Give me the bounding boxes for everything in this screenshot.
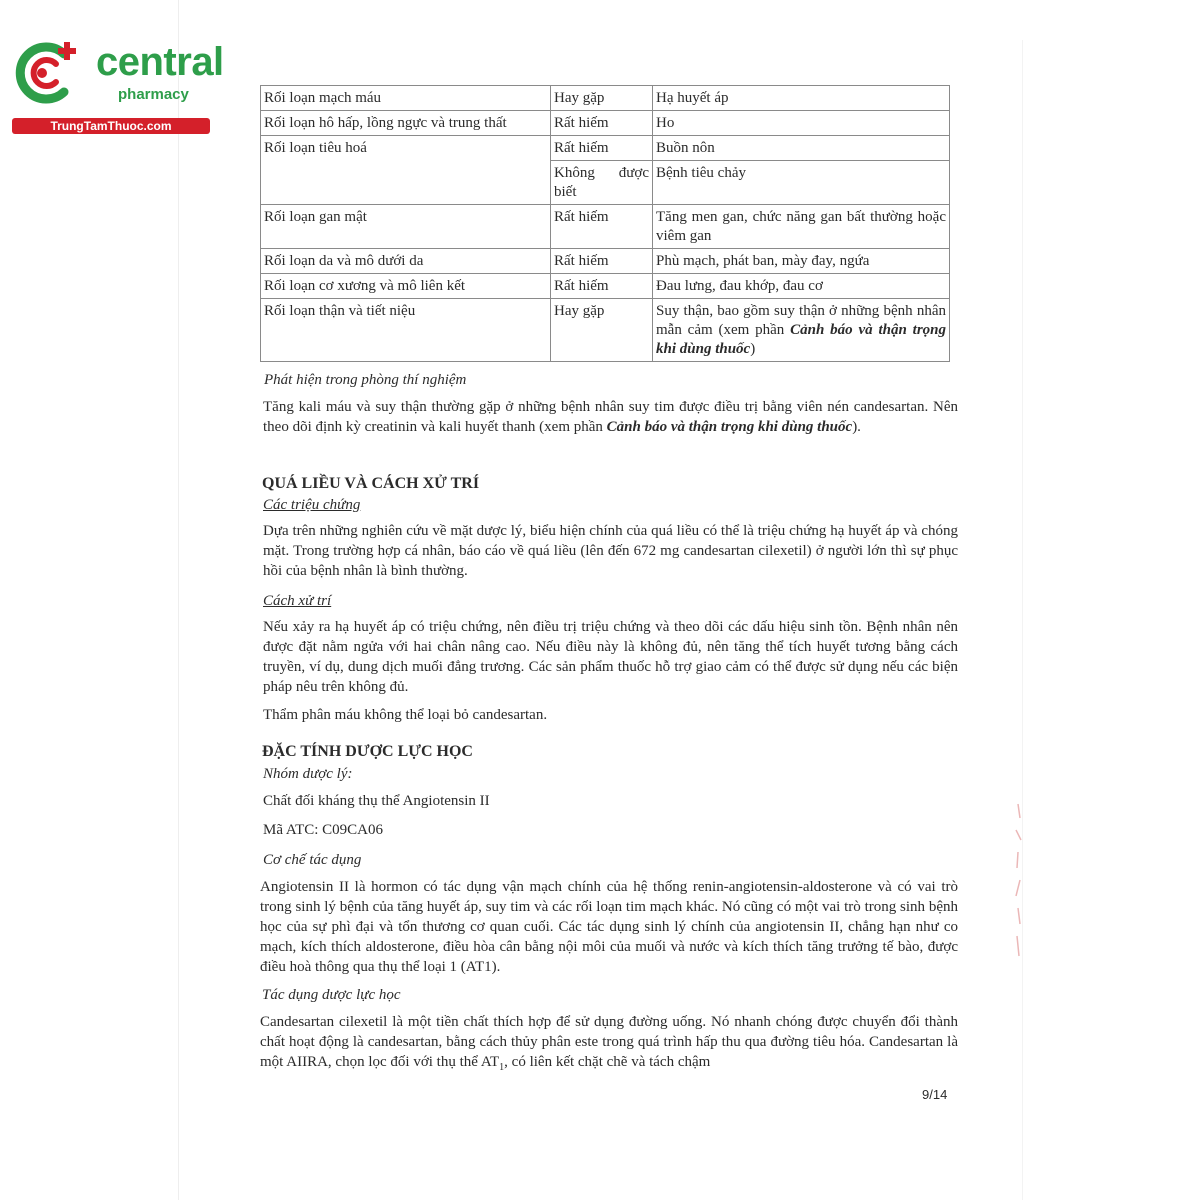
dialysis-paragraph: Thẩm phân máu không thể loại bỏ candesartan. — [263, 707, 548, 723]
table-row — [261, 299, 950, 362]
organ-cell: Rối loạn cơ xương và mô liên kết — [261, 274, 551, 299]
pharmacy-c-logo-icon — [12, 40, 84, 106]
group-text: Chất đối kháng thụ thể Angiotensin II — [263, 793, 490, 809]
table-row — [261, 111, 950, 136]
symptoms-title: Các triệu chứng — [263, 497, 361, 513]
organ-cell: Rối loạn hô hấp, lồng ngực và trung thất — [261, 111, 551, 136]
logo-url-banner: TrungTamThuoc.com — [12, 118, 210, 134]
group-title: Nhóm dược lý: — [263, 766, 353, 782]
mechanism-title: Cơ chế tác dụng — [263, 852, 362, 868]
frequency-cell — [551, 161, 653, 205]
table-row — [261, 86, 950, 111]
lab-findings-paragraph — [263, 397, 958, 437]
red-stamp-marks — [1008, 800, 1028, 960]
effect-cell: Đau lưng, đau khớp, đau cơ — [653, 274, 950, 299]
frequency-cell: Rất hiếm — [551, 136, 653, 161]
effect-cell: Ho — [653, 111, 950, 136]
effect-text: Suy thận, bao gồm suy thận ở những bệnh nhân mẫn cảm (xem phần — [656, 303, 946, 338]
table-row — [261, 274, 950, 299]
atc-code: Mã ATC: C09CA06 — [263, 822, 384, 838]
organ-cell: Rối loạn thận và tiết niệu — [261, 299, 551, 362]
organ-cell: Rối loạn mạch máu — [261, 86, 551, 111]
effect-cell: Tăng men gan, chức năng gan bất thường hoặc viêm gan — [653, 205, 950, 249]
lab-findings-end: ). — [852, 419, 861, 435]
effects-paragraph — [260, 1012, 958, 1078]
effect-cell: Bệnh tiêu chảy — [653, 161, 950, 205]
mechanism-paragraph: Angiotensin II là hormon có tác dụng vận mạch chính của hệ thống renin-angiotensin-aldosterone và có vai trò trong sinh lý bệnh của tăng huyết áp, suy tim và các rối loạn tim mạch khác. Nó cũng có một vai trò trong sinh bệnh học của sự phì đại và tổn thương cơ quan cuối. Các tác dụng sinh lý chính của angiotensin II, chẳng hạn như co mạch, kích thích aldosterone, điều hòa cân bằng nội môi của muối và nước và kích thích tăng trưởng tế bào, được điều hoà thông qua thụ thể loại 1 (AT1). — [260, 879, 958, 975]
logo-name: central — [96, 40, 224, 84]
central-pharmacy-logo[interactable] — [10, 38, 224, 138]
organ-cell: Rối loạn da và mô dưới da — [261, 249, 551, 274]
adverse-effects-table — [260, 85, 950, 362]
effect-cell: Buồn nôn — [653, 136, 950, 161]
treatment-title: Cách xử trí — [263, 593, 332, 609]
symptoms-paragraph: Dựa trên những nghiên cứu về mặt dược lý, biểu hiện chính của quá liều có thể là triệu chứng hạ huyết áp và chóng mặt. Trong trường hợp cá nhân, báo cáo về quá liều (lên đến 672 mg candesartan cilexetil) ở người lớn thì sự phục hồi của bệnh nhân là bình thường. — [263, 523, 958, 579]
frequency-cell: Hay gặp — [551, 299, 653, 362]
pharmacodynamics-heading: ĐẶC TÍNH DƯỢC LỰC HỌC — [262, 743, 473, 760]
effect-cell: Hạ huyết áp — [653, 86, 950, 111]
scan-edge-right — [1022, 40, 1023, 1200]
table-row — [261, 136, 950, 161]
logo-subtitle: pharmacy — [118, 86, 189, 103]
effect-cell — [653, 299, 950, 362]
cross-reference[interactable]: Cảnh báo và thận trọng khi dùng thuốc — [656, 322, 946, 357]
effects-text: Candesartan cilexetil là một tiền chất thích hợp để sử dụng đường uống. Nó nhanh chóng được chuyển đổi thành chất hoạt động là candesartan, bằng cách thủy phân este trong quá trình hấp thu qua đường tiêu hóa. Candesartan là một AIIRA, chọn lọc đối với thụ thể AT — [260, 1014, 958, 1070]
table-row — [261, 249, 950, 274]
frequency-cell: Rất hiếm — [551, 111, 653, 136]
organ-cell: Rối loạn gan mật — [261, 205, 551, 249]
scan-edge — [178, 0, 179, 1200]
frequency-cell: Hay gặp — [551, 86, 653, 111]
effect-text-end: ) — [750, 341, 756, 357]
cross-reference[interactable]: Cảnh báo và thận trọng khi dùng thuốc — [606, 419, 853, 435]
overdose-heading: QUÁ LIỀU VÀ CÁCH XỬ TRÍ — [262, 475, 480, 492]
organ-cell: Rối loạn tiêu hoá — [261, 136, 551, 205]
table-row — [261, 205, 950, 249]
lab-findings-title: Phát hiện trong phòng thí nghiệm — [264, 372, 467, 388]
frequency-text: Không được biết — [554, 165, 649, 200]
frequency-cell: Rất hiếm — [551, 205, 653, 249]
effects-subscript: 1 — [499, 1062, 505, 1073]
effects-text-end: , có liên kết chặt chẽ và tách chậm — [504, 1054, 711, 1070]
frequency-cell: Rất hiếm — [551, 249, 653, 274]
page-number: 9/14 — [922, 1087, 948, 1102]
frequency-cell: Rất hiếm — [551, 274, 653, 299]
effect-cell: Phù mạch, phát ban, mày đay, ngứa — [653, 249, 950, 274]
lab-findings-text: Tăng kali máu và suy thận thường gặp ở những bệnh nhân suy tim được điều trị bằng viên nén candesartan. Nên theo dõi định kỳ creatinin và kali huyết thanh (xem phần — [263, 399, 958, 435]
treatment-paragraph: Nếu xảy ra hạ huyết áp có triệu chứng, nên điều trị triệu chứng và theo dõi các dấu hiệu sinh tồn. Bệnh nhân nên được đặt nằm ngửa với hai chân nâng cao. Nếu điều này là không đủ, nên tăng thể tích huyết tương bằng cách truyền, ví dụ, dung dịch muối đẳng trương. Các sản phẩm thuốc hỗ trợ giao cảm có thể được sử dụng nếu các biện pháp nêu trên không đủ. — [263, 619, 958, 695]
effects-title: Tác dụng dược lực học — [262, 987, 401, 1003]
